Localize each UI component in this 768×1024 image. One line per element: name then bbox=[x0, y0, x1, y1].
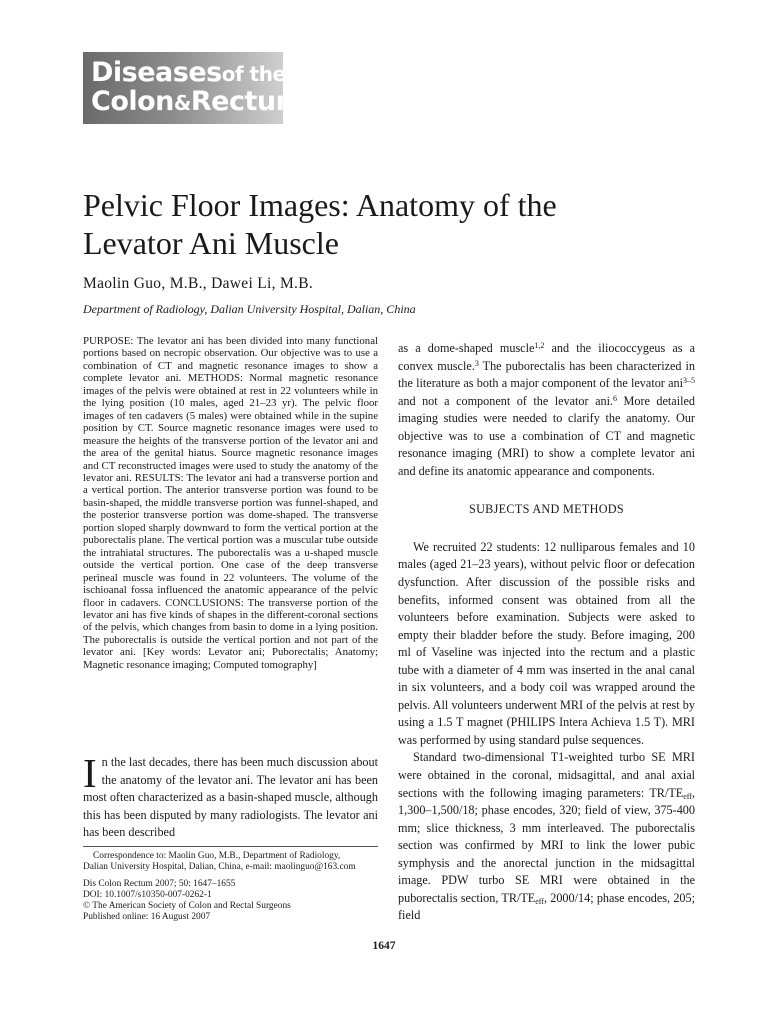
body-paragraph-1: as a dome-shaped muscle$^{1,2}$ and the iliococcygeus as a convex muscle.$^3$ The puborectalis has been characterized in the literature as both a major component of the levator ani$^{3-5}$ and not a component of the levator ani.$^6$ More detailed imaging studies were needed to clarify the anatomy. Our objective was to use a combination of CT and magnetic resonance imaging (MRI) to show a complete levator ani and define its anatomic appearance and components. bbox=[398, 341, 696, 478]
doi: DOI: 10.1007/s10350-007-0262-1 bbox=[83, 889, 212, 900]
journal-logo bbox=[83, 52, 304, 124]
reference-superscript: 6 bbox=[613, 393, 618, 403]
subscript: eff bbox=[683, 791, 692, 801]
drop-cap: I bbox=[83, 750, 97, 796]
affiliation: Department of Radiology, Dalian University Hospital, Dalian, China bbox=[83, 302, 416, 316]
journal-logo-line-2: Colon&Rectum bbox=[91, 86, 304, 117]
body-paragraph-2: We recruited 22 students: 12 nulliparous females and 10 males (aged 21–23 years), without pelvic floor or defecation dysfunction. After discussion of the possible risks and benefits, informed consent was obtained from all the volunteers before examination. Subjects were asked to empty their bladder before the study. Before imaging, 200 ml of Vaseline was injected into the rectum and a plastic tube with a diameter of 4 mm was inserted in the anal canal in six volunteers, and a body coil was wrapped around the pelvis. All volunteers underwent MRI of the pelvis at rest by using a 1.5 T magnet (PHILIPS Intera Achieva 1.5 T). MRI was performed by using standard pulse sequences. bbox=[398, 539, 695, 747]
correspondence-line-1: Correspondence to: Maolin Guo, M.B., Department of Radiology, bbox=[93, 851, 341, 861]
footnote bbox=[83, 851, 378, 924]
intro-paragraph bbox=[83, 750, 378, 842]
reference-superscript: 3 bbox=[474, 358, 479, 368]
journal-logo-line-1: Diseasesof the bbox=[91, 57, 286, 88]
authors: Maolin Guo, M.B., Dawei Li, M.B. bbox=[83, 275, 314, 292]
intro-text: n the last decades, there has been much discussion about the anatomy of the levator ani. The levator ani has been most often characterized as a basin-shaped muscle, although this has been disputed by many radiologists. The levator ani has been described bbox=[83, 755, 378, 840]
copyright: © The American Society of Colon and Rectal Surgeons bbox=[83, 901, 291, 912]
subscript: eff bbox=[535, 896, 544, 906]
abstract: PURPOSE: The levator ani has been divided into many functional portions based on necropic observation. Our objective was to use a combination of CT and magnetic resonance images to show a complete levator ani. METHODS: Normal magnetic resonance images of the pelvis were obtained at rest in 22 volunteers while in the lying position (10 males, aged 21–23 yr). The pelvic floor images of ten cadavers (5 males) were obtained while in the supine position by CT. Source magnetic resonance images were used to measure the heights of the transverse portion of the levator ani and the area of the genital hiatus. Source magnetic resonance images and CT reconstructed images were used to study the anatomy of the levator ani. RESULTS: The levator ani had a transverse portion and a vertical portion. The anterior transverse portion was found to be basin-shaped, the middle transverse portion was funnel-shaped, and the posterior transverse portion was dome-shaped. The transverse portion sloped sharply downward to form the vertical portion at the puborectalis plane. The vertical portion was a muscular tube outside the intrahiatal structures. The puborectalis was a u-shaped muscle outside the vertical portion. One case of the deep transverse perineal muscle was found in 22 volunteers. The volume of the ischioanal fossa influenced the anatomic appearance of the pelvic floor in cadavers. CONCLUSIONS: The transverse portion of the levator ani has five kinds of shapes in the different-coronal sections of the pelvis, which changes from basin to dome in a lying position. The puborectalis is outside the vertical portion and not part of the levator ani. [Key words: Levator ani; Puborectalis; Anatomy; Magnetic resonance imaging; Computed tomography] bbox=[83, 335, 378, 671]
body-paragraph-3: Standard two-dimensional T1-weighted turbo SE MRI were obtained in the coronal, midsagittal, and anal axial sections with the following imaging parameters: $TR/TE_{eff}$, 1,300–1,500/18; phase encodes, 320; field of view, 375-400 mm; slice thickness, 3 mm interleaved. The puborectalis section was confirmed by MRI to link the lower pubic symphysis and the anorectal junction in the midsagittal image. PDW turbo SE MRI were obtained in the puborectalis section, $TR/TE_{eff}$, 2000/14; phase encodes, 205; field bbox=[398, 750, 695, 923]
section-heading: SUBJECTS AND METHODS bbox=[469, 502, 624, 517]
footnote-divider bbox=[83, 846, 378, 847]
page-number: 1647 bbox=[372, 940, 396, 952]
published-online: Published online: 16 August 2007 bbox=[83, 912, 211, 923]
reference-superscript: 3–5 bbox=[683, 376, 695, 386]
reference-superscript: 1,2 bbox=[534, 341, 545, 350]
right-column bbox=[398, 340, 695, 925]
journal-citation: Dis Colon Rectum 2007; 50: 1647–1655 bbox=[83, 878, 236, 889]
correspondence-line-2: Dalian University Hospital, Dalian, China, e-mail: maolinguo@163.com bbox=[83, 862, 356, 873]
article-title: Pelvic Floor Images: Anatomy of the Levator Ani Muscle bbox=[83, 187, 557, 261]
